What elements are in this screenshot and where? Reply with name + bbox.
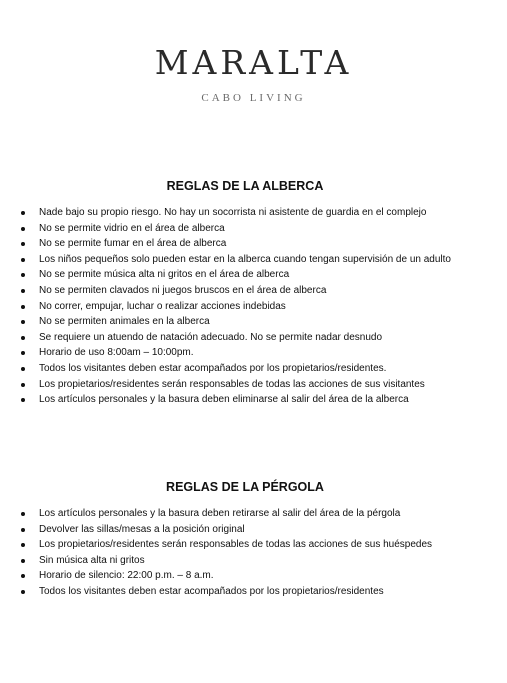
list-item bbox=[21, 522, 432, 538]
bullet-icon bbox=[21, 367, 25, 371]
list-item bbox=[21, 537, 432, 553]
list-item bbox=[21, 252, 451, 268]
pool-rules-list bbox=[21, 205, 451, 408]
rule-text: Nade bajo su propio riesgo. No hay un socorrista ni asistente de guardia en el complejo bbox=[39, 207, 427, 218]
bullet-icon bbox=[21, 242, 25, 246]
rule-text: Todos los visitantes deben estar acompañados por los propietarios/residentes. bbox=[39, 362, 387, 374]
logo-wordmark: MARALTA bbox=[154, 43, 353, 82]
rule-text: No se permiten clavados ni juegos bruscos en el área de alberca bbox=[39, 284, 327, 296]
rule-text: Todos los visitantes deben estar acompañados por los propietarios/residentes bbox=[39, 585, 384, 597]
list-item bbox=[21, 314, 451, 330]
rule-text: Devolver las sillas/mesas a la posición original bbox=[39, 523, 245, 535]
list-item bbox=[21, 361, 451, 377]
rule-text: Los niños pequeños solo pueden estar en la alberca cuando tengan supervisión de un adulto bbox=[39, 253, 451, 265]
bullet-icon bbox=[21, 528, 25, 532]
bullet-icon bbox=[21, 543, 25, 547]
bullet-icon bbox=[21, 258, 25, 262]
list-item bbox=[21, 506, 432, 522]
rule-text: No se permite música alta ni gritos en el área de alberca bbox=[39, 269, 290, 281]
list-item bbox=[21, 584, 432, 600]
pergola-rules-list bbox=[21, 506, 432, 600]
bullet-icon bbox=[21, 289, 25, 293]
rule-text: Sin música alta ni gritos bbox=[39, 554, 145, 566]
list-item bbox=[21, 299, 451, 315]
bullet-icon bbox=[21, 320, 25, 324]
rule-text: Los propietarios/residentes serán responsables de todas las acciones de sus huéspedes bbox=[39, 539, 433, 551]
bullet-icon bbox=[21, 559, 25, 563]
list-item bbox=[21, 221, 451, 237]
rule-text: No correr, empujar, luchar o realizar acciones indebidas bbox=[39, 300, 286, 312]
list-item bbox=[21, 205, 451, 221]
list-item bbox=[21, 283, 451, 299]
bullet-icon bbox=[21, 512, 25, 516]
rule-text: No se permiten animales en la alberca bbox=[39, 316, 210, 328]
rule-text: Los propietarios/residentes serán responsables de todas las acciones de sus visitantes bbox=[39, 378, 425, 390]
rule-text: Horario de uso 8:00am – 10:00pm. bbox=[39, 347, 194, 359]
bullet-icon bbox=[21, 383, 25, 387]
bullet-icon bbox=[21, 227, 25, 231]
rule-text: Se requiere un atuendo de natación adecuado. No se permite nadar desnudo bbox=[39, 331, 383, 343]
list-item bbox=[21, 267, 451, 283]
pergola-rules-title: REGLAS DE LA PÉRGOLA bbox=[166, 480, 324, 494]
list-item bbox=[21, 568, 432, 584]
rule-text: Horario de silencio: 22:00 p.m. – 8 a.m. bbox=[39, 570, 214, 582]
bullet-icon bbox=[21, 398, 25, 402]
rule-text: Los artículos personales y la basura deben retirarse al salir del área de la pérgola bbox=[39, 508, 401, 519]
bullet-icon bbox=[21, 574, 25, 578]
bullet-icon bbox=[21, 273, 25, 277]
list-item bbox=[21, 392, 451, 408]
rule-text: No se permite vidrio en el área de alberca bbox=[39, 222, 225, 234]
list-item bbox=[21, 553, 432, 569]
pool-rules-title: REGLAS DE LA ALBERCA bbox=[166, 179, 324, 193]
list-item bbox=[21, 345, 451, 361]
bullet-icon bbox=[21, 351, 25, 355]
bullet-icon bbox=[21, 211, 25, 215]
list-item bbox=[21, 377, 451, 393]
list-item bbox=[21, 236, 451, 252]
rule-text: No se permite fumar en el área de alberca bbox=[39, 238, 227, 250]
rule-text: Los artículos personales y la basura deben eliminarse al salir del área de la alberca bbox=[39, 394, 409, 406]
bullet-icon bbox=[21, 590, 25, 594]
bullet-icon bbox=[21, 305, 25, 309]
list-item bbox=[21, 330, 451, 346]
bullet-icon bbox=[21, 336, 25, 340]
logo-tagline: CABO LIVING bbox=[201, 92, 306, 104]
